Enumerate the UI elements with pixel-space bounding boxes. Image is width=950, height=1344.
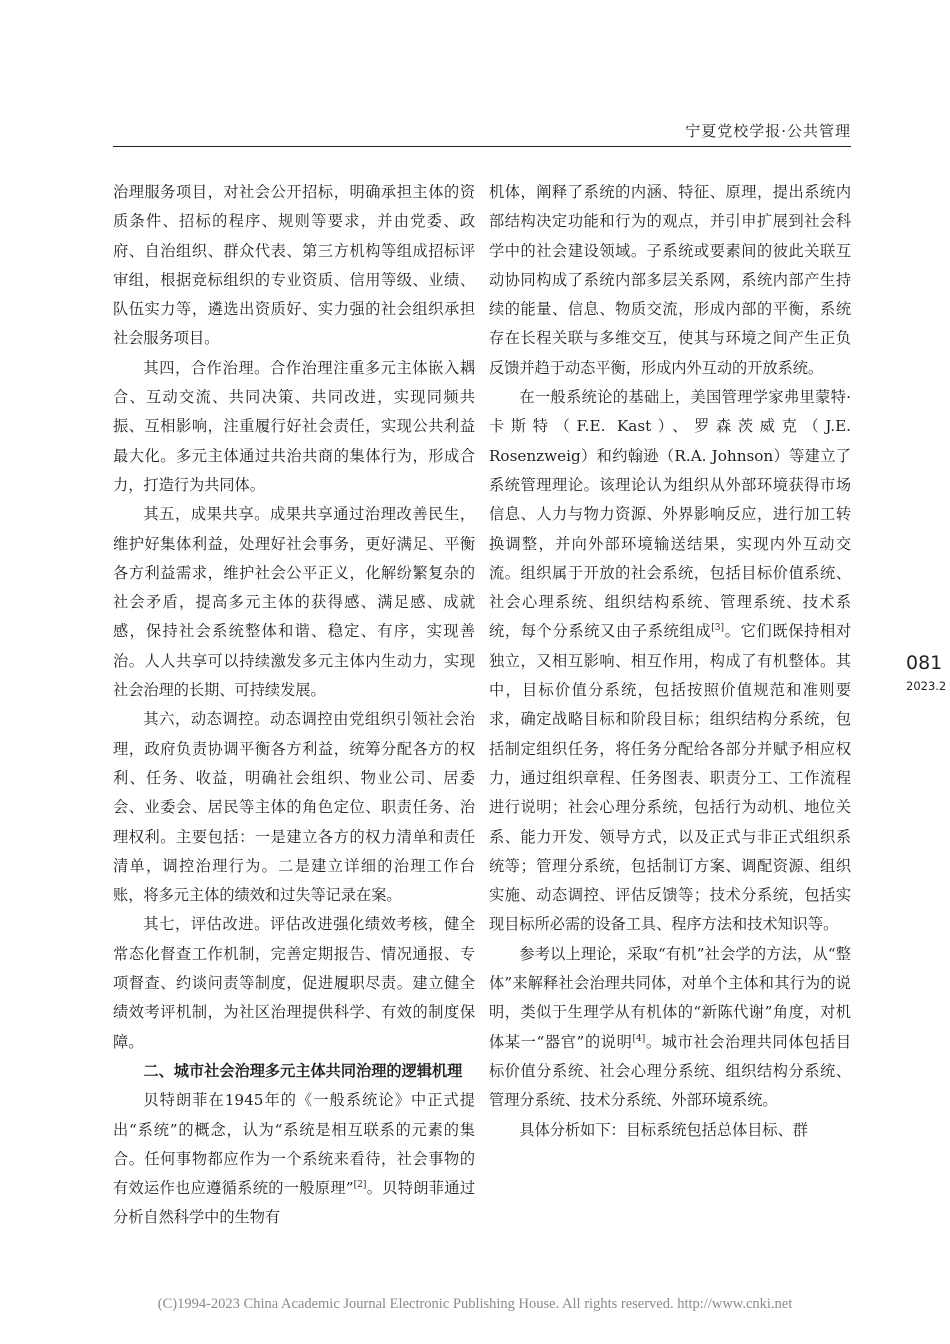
paragraph-text: 。贝特朗菲通过分析自然科学中的生物有 <box>113 1179 476 1227</box>
running-header <box>113 118 851 147</box>
paragraph: 其五，成果共享。成果共享通过治理改善民生，维护好集体利益，处理好社会事务，更好满足、平衡各方利益需求，维护社会公平正义，化解纷繁复杂的社会矛盾，提高多元主体的获得感、满足感、成就感，保持社会系统整体和谐、稳定、有序，实现善治。人人共享可以持续激发多元主体内生动力，实现社会治理的长期、可持续发展。 <box>113 505 475 700</box>
right-column <box>489 178 851 1145</box>
paragraph: 具体分析如下：目标系统包括总体目标、群 <box>519 1120 808 1139</box>
paragraph <box>113 1086 475 1232</box>
paragraph-text: 参考以上理论，采取“有机”社会学的方法，从“整体”来解释社会治理共同体，对单个主体和其行为的说明，类似于生理学从有机体的“新陈代谢”角度，对机体某一“器官”的说明 <box>489 944 851 1051</box>
copyright-footer: (C)1994-2023 China Academic Journal Electronic Publishing House. All rights reserved. http://www.cnki.net <box>157 1296 793 1312</box>
left-column <box>113 178 475 1233</box>
paragraph-text: 贝特朗菲在1945年的《一般系统论》中正式提出“系统”的概念，认为“系统是相互联系的元素的集合。任何事物都应作为一个系统来看待，社会事物的有效运作也应遵循系统的一般原理” <box>113 1091 475 1198</box>
page-number: 081 <box>906 652 943 674</box>
paragraph <box>489 940 851 1116</box>
paragraph: 机体，阐释了系统的内涵、特征、原理，提出系统内部结构决定功能和行为的观点，并引申扩展到社会科学中的社会建设领域。子系统或要素间的彼此关联互动协同构成了系统内部多层关系网，系统内部产生持续的能量、信息、物质交流，形成内部的平衡，系统存在长程关联与多维交互，使其与环境之间产生正负反馈并趋于动态平衡，形成内外互动的开放系统。 <box>489 183 851 377</box>
paragraph: 其六，动态调控。动态调控由党组织引领社会治理，政府负责协调平衡各方利益，统筹分配各方的权利、任务、收益，明确社会组织、物业公司、居委会、业委会、居民等主体的角色定位、职责任务、治理权利。主要包括：一是建立各方的权力清单和责任清单，调控治理行为。二是建立详细的治理工作台账，将多元主体的绩效和过失等记录在案。 <box>113 710 475 905</box>
paragraph: 其四，合作治理。合作治理注重多元主体嵌入耦合、互动交流、共同决策、共同改进，实现同频共振、互相影响，注重履行好社会责任，实现公共利益最大化。多元主体通过共治共商的集体行为，形成合力，打造行为共同体。 <box>113 358 475 494</box>
paragraph: 治理服务项目，对社会公开招标，明确承担主体的资质条件、招标的程序、规则等要求，并由党委、政府、自治组织、群众代表、第三方机构等组成招标评审组，根据竞标组织的专业资质、信用等级、业绩、队伍实力等，遴选出资质好、实力强的社会组织承担社会服务项目。 <box>113 183 475 348</box>
paragraph <box>489 383 851 940</box>
paragraph-text: 。城市社会治理共同体包括目标价值分系统、社会心理分系统、组织结构分系统、管理分系统、技术分系统、外部环境系统。 <box>489 1032 852 1110</box>
section-heading: 二、城市社会治理多元主体共同治理的逻辑机理 <box>143 1061 463 1080</box>
issue-date: 2023.2 <box>906 679 947 693</box>
paragraph-text: 。它们既保持相对独立，又相互影响、相互作用，构成了有机整体。其中，目标价值分系统，包括按照价值规范和准则要求，确定战略目标和阶段目标；组织结构分系统，包括制定组织任务，将任务分配给各部分并赋予相应权力，通过组织章程、任务图表、职责分工、工作流程进行说明；社会心理分系统，包括行为动机、地位关系、能力开发、领导方式，以及正式与非正式组织系统等；管理分系统，包括制订方案、调配资源、组织实施、动态调控、评估反馈等；技术分系统，包括实现目标所必需的设备工具、程序方法和技术知识等。 <box>489 622 851 934</box>
citation-ref: [2] <box>353 1180 367 1191</box>
citation-ref: [4] <box>632 1033 646 1044</box>
paragraph: 其七，评估改进。评估改进强化绩效考核，健全常态化督查工作机制，完善定期报告、情况通报、专项督查、约谈问责等制度，促进履职尽责。建立健全绩效考评机制，为社区治理提供科学、有效的制度保障。 <box>113 915 475 1051</box>
journal-section-title: 宁夏党校学报·公共管理 <box>685 122 851 140</box>
citation-ref: [3] <box>711 623 724 634</box>
paragraph-text: 在一般系统论的基础上，美国管理学家弗里蒙特·卡斯特（F.E. Kast）、罗森茨威克（J.E. Rosenzweig）和约翰逊（R.A. Johnson）等建立了系统管理理论。该理论认为组织从外部环境获得市场信息、人力与物力资源、外界影响反应，进行加工转换调整，并向外部环境输送结果，实现内外互动交流。组织属于开放的社会系统，包括目标价值系统、社会心理系统、组织结构系统、管理系统、技术系统，每个分系统又由子系统组成 <box>489 388 851 641</box>
